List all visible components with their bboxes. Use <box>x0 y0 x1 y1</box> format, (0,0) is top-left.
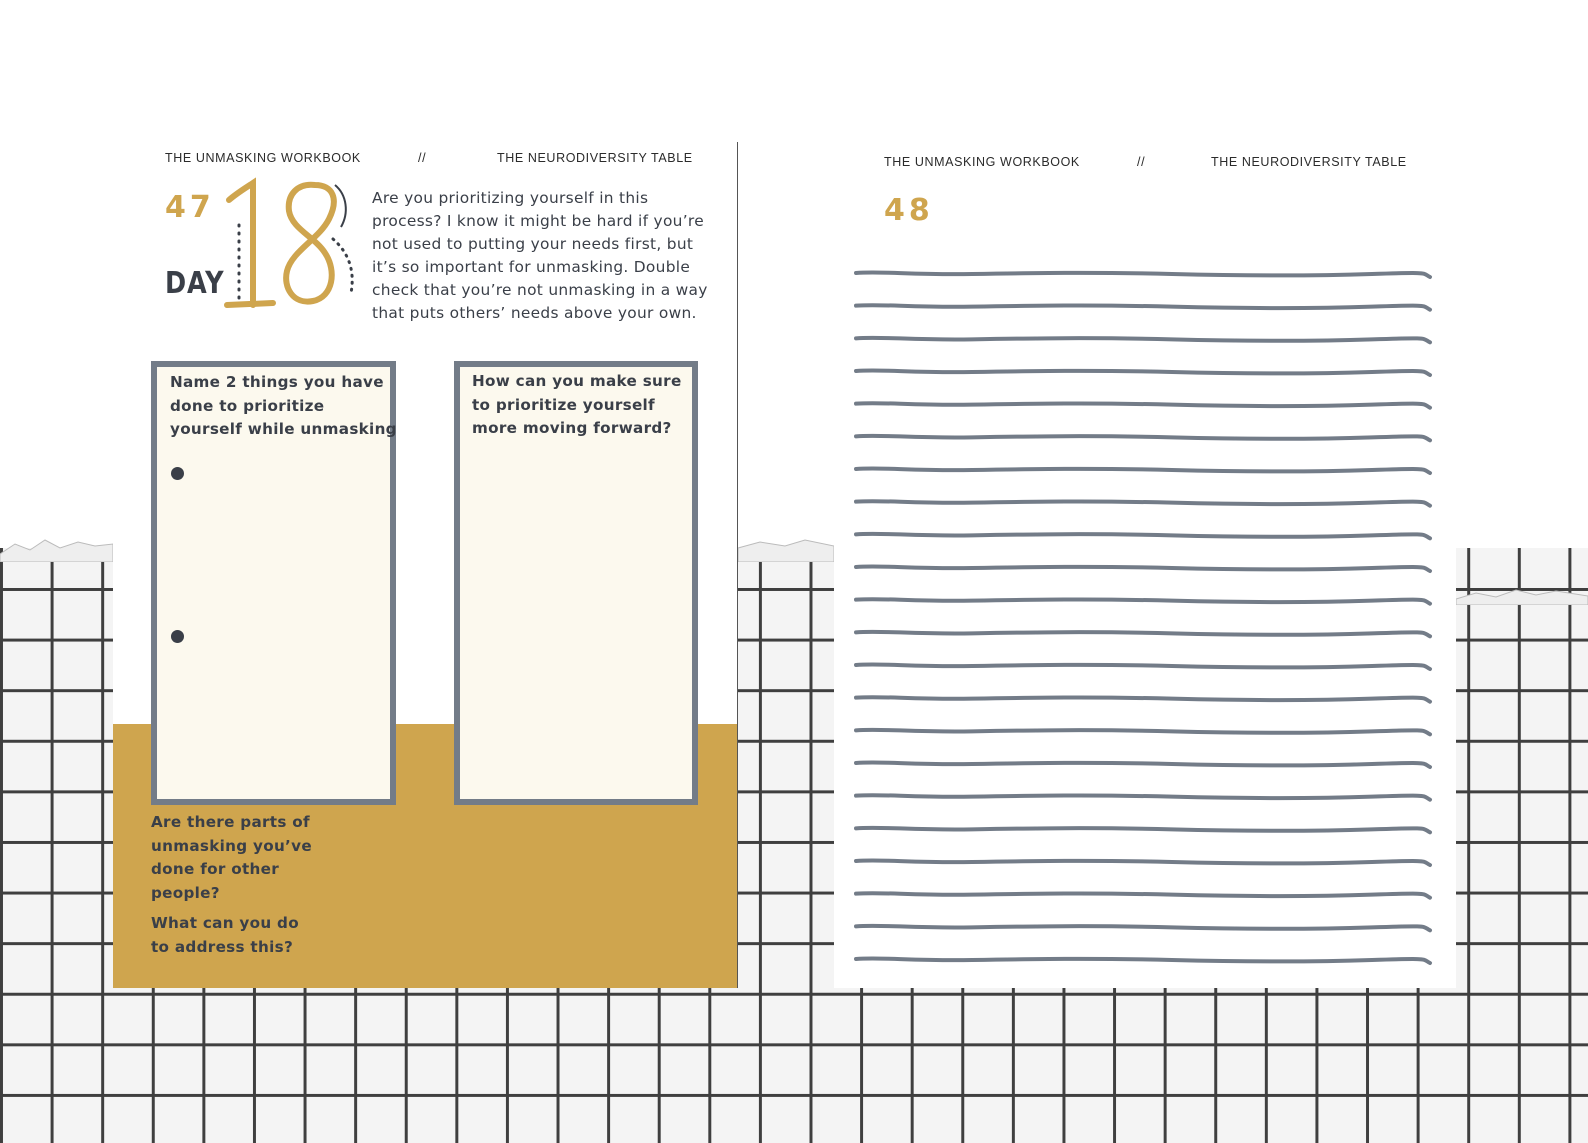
writing-line <box>856 534 1430 539</box>
question-address-this: What can you do to address this? <box>151 914 299 956</box>
writing-line <box>856 403 1430 408</box>
writing-lines[interactable] <box>852 262 1436 972</box>
box-1-prompt: Name 2 things you have done to prioritize yourself while unmasking <box>170 373 397 438</box>
left-header-workbook: THE UNMASKING WORKBOOK <box>165 151 361 165</box>
book-spine <box>737 142 738 988</box>
writing-line <box>856 632 1430 637</box>
left-header-separator: // <box>418 151 427 165</box>
answer-box-prioritize-things[interactable] <box>151 361 396 805</box>
day-label: DAY <box>165 266 225 301</box>
writing-line <box>856 501 1430 506</box>
writing-line <box>856 664 1430 669</box>
writing-line <box>856 762 1430 767</box>
page-number-left: 47 <box>165 190 215 225</box>
answer-box-moving-forward[interactable] <box>454 361 698 805</box>
writing-line <box>856 926 1430 931</box>
writing-line <box>856 958 1430 963</box>
intro-paragraph: Are you prioritizing yourself in this process? I know it might be hard if you’re not used to putting your needs first, but it’s so important for unmasking. Double check that you’re not unmasking in a way that puts others’ needs above your own. <box>372 189 708 322</box>
writing-line <box>856 305 1430 310</box>
bullet-point-1 <box>171 467 184 480</box>
question-other-people: Are there parts of unmasking you’ve done for other people? <box>151 813 312 902</box>
torn-paper-edge-right <box>1456 585 1588 605</box>
day-number-graphic <box>215 155 365 320</box>
left-header-brand: THE NEURODIVERSITY TABLE <box>497 151 693 165</box>
writing-line <box>856 697 1430 702</box>
writing-line <box>856 599 1430 604</box>
writing-line <box>856 566 1430 571</box>
writing-line <box>856 272 1430 277</box>
writing-line <box>856 436 1430 441</box>
box-2-prompt: How can you make sure to prioritize yourself more moving forward? <box>472 372 682 437</box>
writing-line <box>856 370 1430 375</box>
writing-line <box>856 795 1430 800</box>
writing-line <box>856 893 1430 898</box>
writing-line <box>856 338 1430 343</box>
writing-line <box>856 860 1430 865</box>
right-header-brand: THE NEURODIVERSITY TABLE <box>1211 155 1407 169</box>
writing-line <box>856 828 1430 833</box>
writing-line <box>856 468 1430 473</box>
writing-line <box>856 730 1430 735</box>
bullet-point-2 <box>171 630 184 643</box>
right-header-workbook: THE UNMASKING WORKBOOK <box>884 155 1080 169</box>
page-number-right: 48 <box>884 193 934 228</box>
right-header-separator: // <box>1137 155 1146 169</box>
